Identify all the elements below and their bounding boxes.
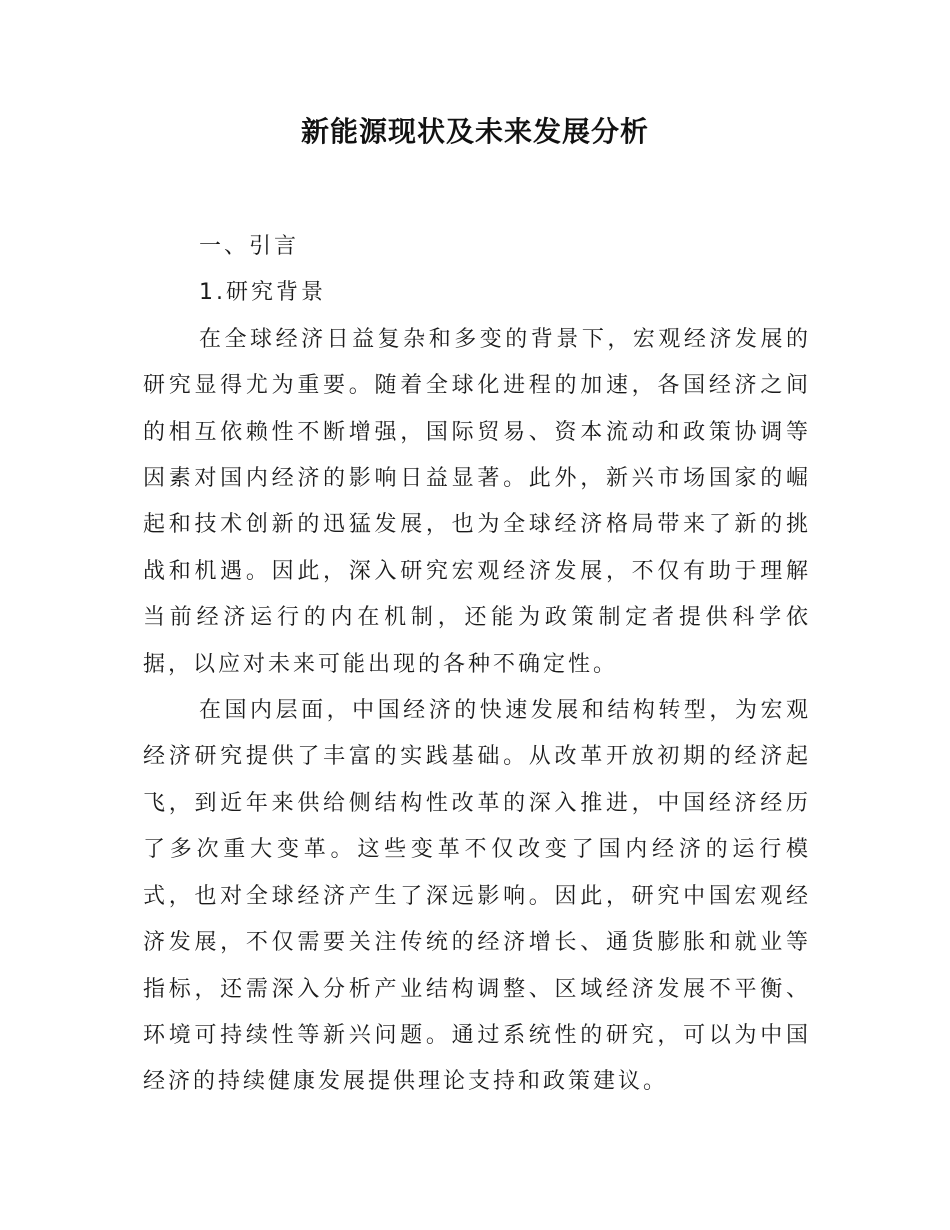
- paragraph-2: 在国内层面，中国经济的快速发展和结构转型，为宏观经济研究提供了丰富的实践基础。从改革开放初期的经济起飞，到近年来供给侧结构性改革的深入推进，中国经济经历了多次重大变革。这些变革不仅改变了国内经济的运行模式，也对全球经济产生了深远影响。因此，研究中国宏观经济发展，不仅需要关注传统的经济增长、通货膨胀和就业等指标，还需深入分析产业结构调整、区域经济发展不平衡、环境可持续性等新兴问题。通过系统性的研究，可以为中国经济的持续健康发展提供理论支持和政策建议。: [143, 698, 811, 1095]
- document-title: 新能源现状及未来发展分析: [300, 115, 649, 148]
- paragraph-1: 在全球经济日益复杂和多变的背景下，宏观经济发展的研究显得尤为重要。随着全球化进程的加速，各国经济之间的相互依赖性不断增强，国际贸易、资本流动和政策协调等因素对国内经济的影响日益显著。此外，新兴市场国家的崛起和技术创新的迅猛发展，也为全球经济格局带来了新的挑战和机遇。因此，深入研究宏观经济发展，不仅有助于理解当前经济运行的内在机制，还能为政策制定者提供科学依据，以应对未来可能出现的各种不确定性。: [143, 326, 811, 677]
- section-heading: 一、引言: [199, 234, 300, 259]
- sub-heading: 1.研究背景: [199, 280, 326, 306]
- document-body: [143, 224, 811, 1106]
